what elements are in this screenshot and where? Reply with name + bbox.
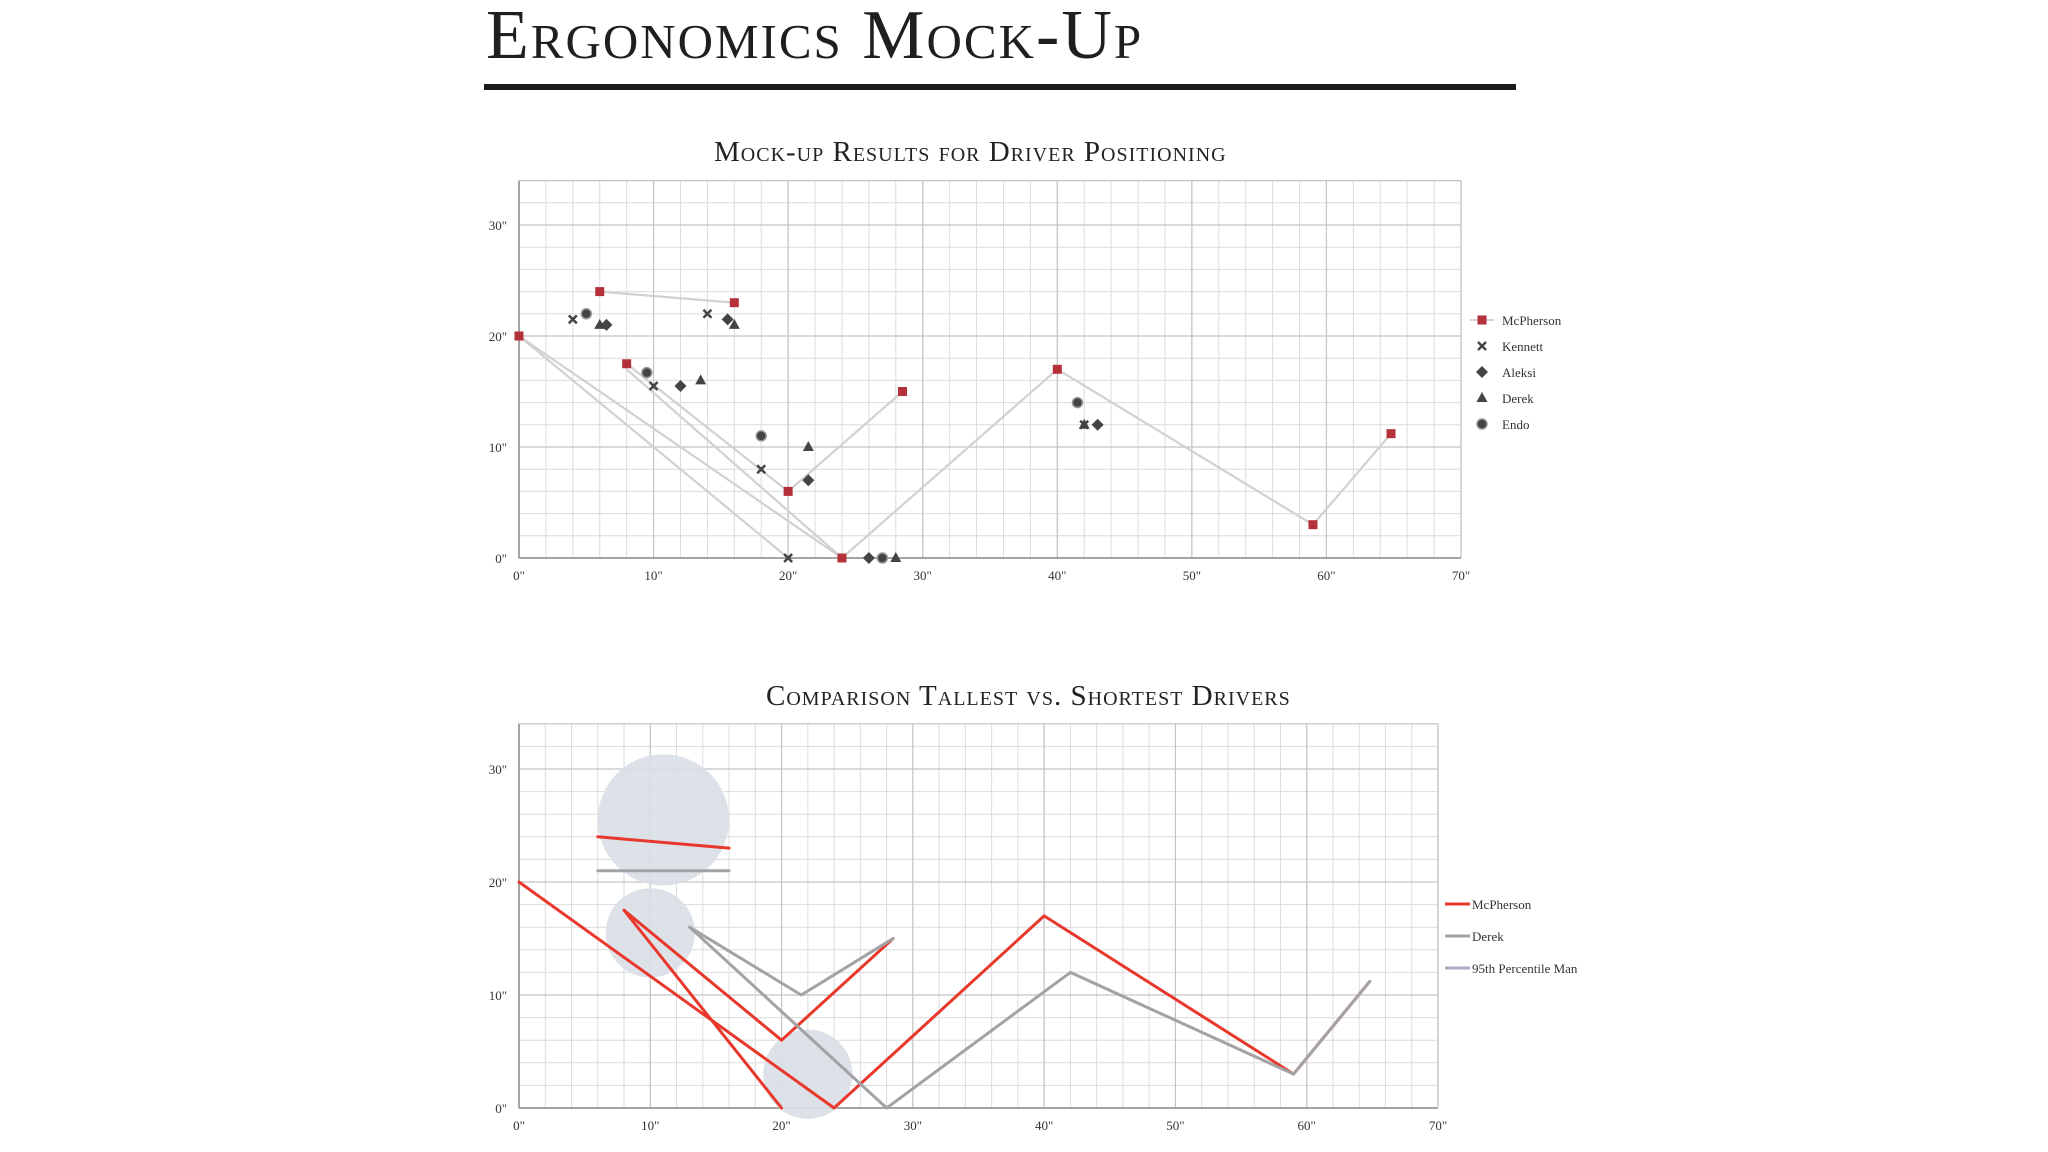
x-tick-label: 50" [1166,1118,1185,1133]
chart-0 [489,181,1562,583]
data-point-mcpherson [837,554,846,563]
x-tick-label: 70" [1451,568,1471,583]
legend-marker-derek [1477,392,1488,402]
data-point-mcpherson [898,387,907,396]
x-tick-label: 10" [641,1118,660,1133]
data-point-mcpherson [1053,365,1062,374]
x-tick-label: 0" [513,1118,525,1133]
legend-label-derek: Derek [1472,929,1504,944]
x-tick-label: 40" [1034,1118,1054,1133]
legend-label-mcpherson: McPherson [1472,897,1532,912]
data-point-endo [642,368,652,378]
data-point-derek [1079,419,1090,429]
data-point-derek [695,374,706,384]
data-point-aleksi [1092,419,1104,431]
chart-1 [489,724,1578,1133]
x-tick-label: 20" [772,1118,791,1133]
data-point-endo [1072,398,1082,408]
y-tick-label: 30" [488,218,507,233]
legend-label-endo: Endo [1502,417,1530,432]
y-tick-label: 0" [495,551,507,566]
data-point-derek [890,552,901,562]
page-title: Ergonomics Mock-Up [486,0,1144,74]
data-point-mcpherson [1387,429,1396,438]
x-tick-label: 30" [913,568,932,583]
x-tick-label: 0" [513,568,525,583]
data-point-derek [803,441,814,451]
x-tick-label: 20" [778,568,798,583]
data-point-aleksi [863,552,875,564]
y-tick-label: 20" [488,875,507,890]
data-point-mcpherson [622,359,631,368]
data-point-endo [581,309,591,319]
legend-label-95th-percentile-man: 95th Percentile Man [1472,961,1578,976]
data-point-endo [756,431,766,441]
series-line-derek [690,927,893,995]
y-tick-label: 0" [495,1101,507,1116]
data-point-aleksi [674,380,686,392]
data-point-mcpherson [730,298,739,307]
legend-marker-mcpherson [1478,316,1487,325]
y-tick-label: 30" [488,762,507,777]
x-tick-label: 40" [1048,568,1067,583]
legend-label-aleksi: Aleksi [1502,365,1536,380]
y-tick-label: 10" [488,440,507,455]
x-tick-label: 60" [1297,1118,1316,1133]
data-point-mcpherson [1308,520,1317,529]
data-point-mcpherson [595,287,604,296]
y-tick-label: 20" [488,329,507,344]
data-point-mcpherson [784,487,793,496]
chart-title-driver-positioning: Mock-up Results for Driver Positioning [714,136,1227,168]
highlight-circle [598,754,729,885]
legend-marker-aleksi [1476,366,1488,378]
x-tick-label: 70" [1428,1118,1448,1133]
data-point-mcpherson [515,332,524,341]
x-tick-label: 60" [1317,568,1336,583]
x-tick-label: 10" [644,568,663,583]
x-tick-label: 30" [903,1118,923,1133]
series-line-mcpherson [600,292,735,303]
x-tick-label: 50" [1182,568,1202,583]
chart-title-tallest-vs-shortest: Comparison Tallest vs. Shortest Drivers [766,680,1291,712]
y-tick-label: 10" [488,988,507,1003]
legend-label-kennett: Kennett [1502,339,1544,354]
legend-marker-endo [1477,419,1487,429]
legend-marker-kennett [1478,342,1486,350]
data-point-endo [877,553,887,563]
legend-label-derek: Derek [1502,391,1534,406]
legend-label-mcpherson: McPherson [1502,313,1562,328]
